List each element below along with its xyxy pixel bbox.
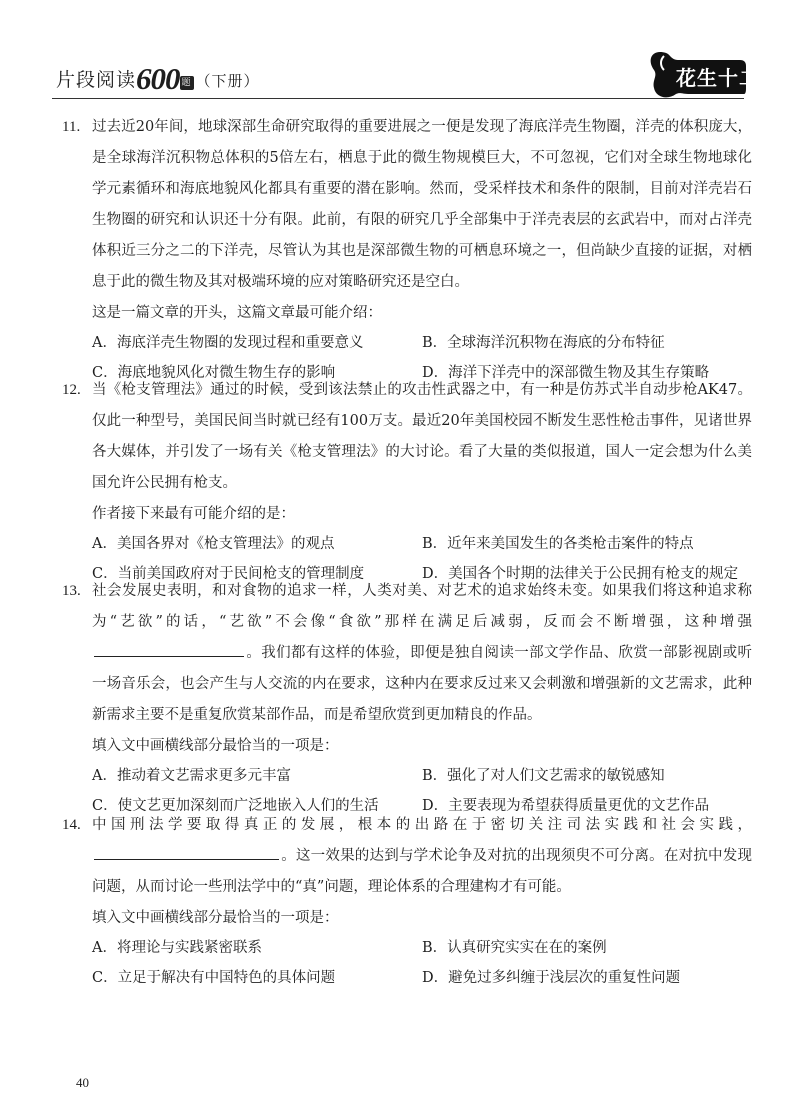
fill-in-blank <box>94 638 244 657</box>
option-b[interactable]: B．近年来美国发生的各类枪击案件的特点 <box>422 536 694 552</box>
option-a[interactable]: A．推动着文艺需求更多元丰富 <box>92 768 291 784</box>
book-title-unit: 题 <box>181 78 192 88</box>
passage-before-blank: 社会发展史表明，和对食物的追求一样，人类对美、对艺术的追求始终未变。如果我们将这种追求称为“艺欲”的话，“艺欲”不会像“食欲”那样在满足后减弱，反而会不断增强，这种增强 <box>92 583 752 630</box>
passage-before-blank: 中国刑法学要取得真正的发展，根本的出路在于密切关注司法实践和社会实践， <box>92 817 752 833</box>
passage-after-blank: 。这一效果的达到与学术论争及对抗的出现须臾不可分离。在对抗中发现问题，从而讨论一些刑法学中的“真”问题，理论体系的合理建构才有可能。 <box>92 848 752 895</box>
option-a[interactable]: A．将理论与实践紧密联系 <box>92 940 262 956</box>
fill-in-blank <box>94 841 279 860</box>
question-number: 12. <box>62 382 81 398</box>
page-number: 40 <box>76 1075 89 1090</box>
question-passage <box>62 810 752 903</box>
option-list <box>62 933 752 993</box>
book-title-suffix: （下册） <box>195 72 260 90</box>
page-header <box>0 0 800 110</box>
question-14 <box>62 810 752 993</box>
option-a[interactable]: A．海底洋壳生物圈的发现过程和重要意义 <box>92 335 364 351</box>
question-number: 11. <box>62 119 81 135</box>
passage-after-blank: 。我们都有这样的体验，即便是独自阅读一部文学作品、欣赏一部影视剧或听一场音乐会，也会产生与人交流的内在要求，这种内在要求反过来又会刺激和增强新的文艺需求，此种新需求主要不是重复欣赏某部作品，而是希望欣赏到更加精良的作品。 <box>92 645 752 723</box>
option-b[interactable]: B．全球海洋沉积物在海底的分布特征 <box>422 335 665 351</box>
option-b[interactable]: B．强化了对人们文艺需求的敏锐感知 <box>422 768 665 784</box>
option-b[interactable]: B．认真研究实实在在的案例 <box>422 940 607 956</box>
option-d[interactable]: D．海洋下洋壳中的深部微生物及其生存策略 <box>422 365 710 381</box>
brand-text: 花生十二 <box>676 66 760 90</box>
question-prompt: 作者接下来最有可能介绍的是： <box>92 506 295 522</box>
option-c[interactable]: C．海底地貌风化对微生物生存的影响 <box>92 365 336 381</box>
question-passage: 过去近20年间，地球深部生命研究取得的重要进展之一便是发现了海底洋壳生物圈，洋壳的体积庞大，是全球海洋沉积物总体积的5倍左右，栖息于此的微生物规模巨大，不可忽视，它们对全球生物地球化学元素循环和海底地貌风化都具有重要的潜在影响。然而，受采样技术和条件的限制，目前对洋壳岩石生物圈的研究和认识还十分有限。此前，有限的研究几乎全部集中于洋壳表层的玄武岩中，而对占洋壳体积近三分之二的下洋壳，尽管认为其也是深部微生物的可栖息环境之一，但尚缺少直接的证据，对栖息于此的微生物及其对极端环境的应对策略研究还是空白。 <box>92 119 752 290</box>
question-passage: 当《枪支管理法》通过的时候，受到该法禁止的攻击性武器之中，有一种是仿苏式半自动步枪AK47。仅此一种型号，美国民间当时就已经有100万支。最近20年美国校园不断发生恶性枪击事件，见诸世界各大媒体，并引发了一场有关《枪支管理法》的大讨论。看了大量的类似报道，国人一定会想为什么美国允许公民拥有枪支。 <box>92 382 752 491</box>
option-d[interactable]: D．美国各个时期的法律关于公民拥有枪支的规定 <box>422 566 739 582</box>
book-title-number: 600 <box>136 61 180 96</box>
question-prompt: 这是一篇文章的开头，这篇文章最可能介绍： <box>92 305 382 321</box>
book-title-prefix: 片段阅读 <box>56 69 137 91</box>
brand-logo <box>646 48 760 100</box>
option-c[interactable]: C．立足于解决有中国特色的具体问题 <box>92 970 336 986</box>
question-11 <box>62 112 752 388</box>
option-d[interactable]: D．主要表现为希望获得质量更优的文艺作品 <box>422 798 710 814</box>
option-c[interactable]: C．当前美国政府对于民间枪支的管理制度 <box>92 566 365 582</box>
option-d[interactable]: D．避免过多纠缠于浅层次的重复性问题 <box>422 970 681 986</box>
question-12 <box>62 375 752 589</box>
question-13 <box>62 576 752 821</box>
option-a[interactable]: A．美国各界对《枪支管理法》的观点 <box>92 536 335 552</box>
book-title <box>56 58 260 94</box>
question-number: 13. <box>62 583 81 599</box>
question-passage <box>62 576 752 731</box>
option-c[interactable]: C．使文艺更加深刻而广泛地嵌入人们的生活 <box>92 798 379 814</box>
question-number: 14. <box>62 817 81 833</box>
header-rule <box>52 98 744 99</box>
question-prompt: 填入文中画横线部分最恰当的一项是： <box>92 910 339 926</box>
question-prompt: 填入文中画横线部分最恰当的一项是： <box>92 738 339 754</box>
